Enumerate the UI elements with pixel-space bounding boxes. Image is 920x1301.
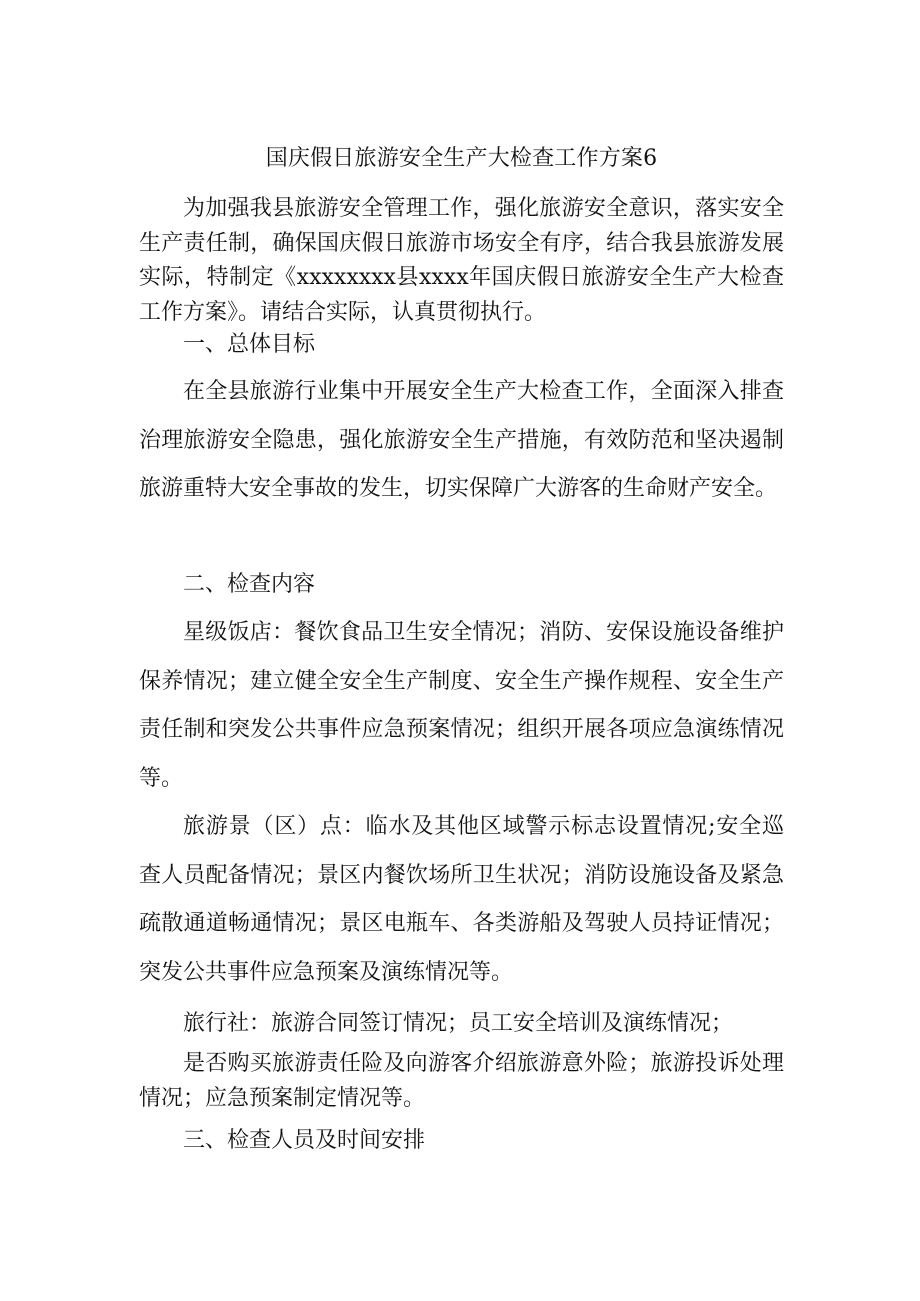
section-heading-content: 二、检查内容 (183, 572, 316, 597)
agency-line-2: 是否购买旅游责任险及向游客介绍旅游意外险；旅游投诉处理情况；应急预案制定情况等。 (139, 1051, 784, 1111)
goal-paragraph: 在全县旅游行业集中开展安全生产大检查工作，全面深入排查治理旅游安全隐患，强化旅游安全生产措施，有效防范和坚决遏制旅游重特大安全事故的发生，切实保障广大游客的生命财产安全。 (139, 379, 784, 501)
document-title: 国庆假日旅游安全生产大检查工作方案6 (265, 146, 658, 171)
section-heading-goal: 一、总体目标 (183, 332, 316, 357)
section-heading-schedule: 三、检查人员及时间安排 (183, 1128, 426, 1153)
hotel-paragraph: 星级饭店：餐饮食品卫生安全情况；消防、安保设施设备维护保养情况；建立健全安全生产制度、安全生产操作规程、安全生产责任制和突发公共事件应急预案情况；组织开展各项应急演练情况等。 (139, 620, 784, 791)
scenic-paragraph: 旅游景（区）点：临水及其他区域警示标志设置情况;安全巡查人员配备情况；景区内餐饮场所卫生状况；消防设施设备及紧急疏散通道畅通情况；景区电瓶车、各类游船及驾驶人员持证情况；突发公共事件应急预案及演练情况等。 (139, 814, 784, 985)
intro-paragraph: 为加强我县旅游安全管理工作，强化旅游安全意识，落实安全生产责任制，确保国庆假日旅游市场安全有序，结合我县旅游发展实际，特制定《xxxxxxxx县xxxx年国庆假日旅游安全生产大检查工作方案》。请结合实际，认真贯彻执行。 (139, 196, 784, 325)
agency-line-1: 旅行社：旅游合同签订情况；员工安全培训及演练情况； (183, 1011, 734, 1036)
